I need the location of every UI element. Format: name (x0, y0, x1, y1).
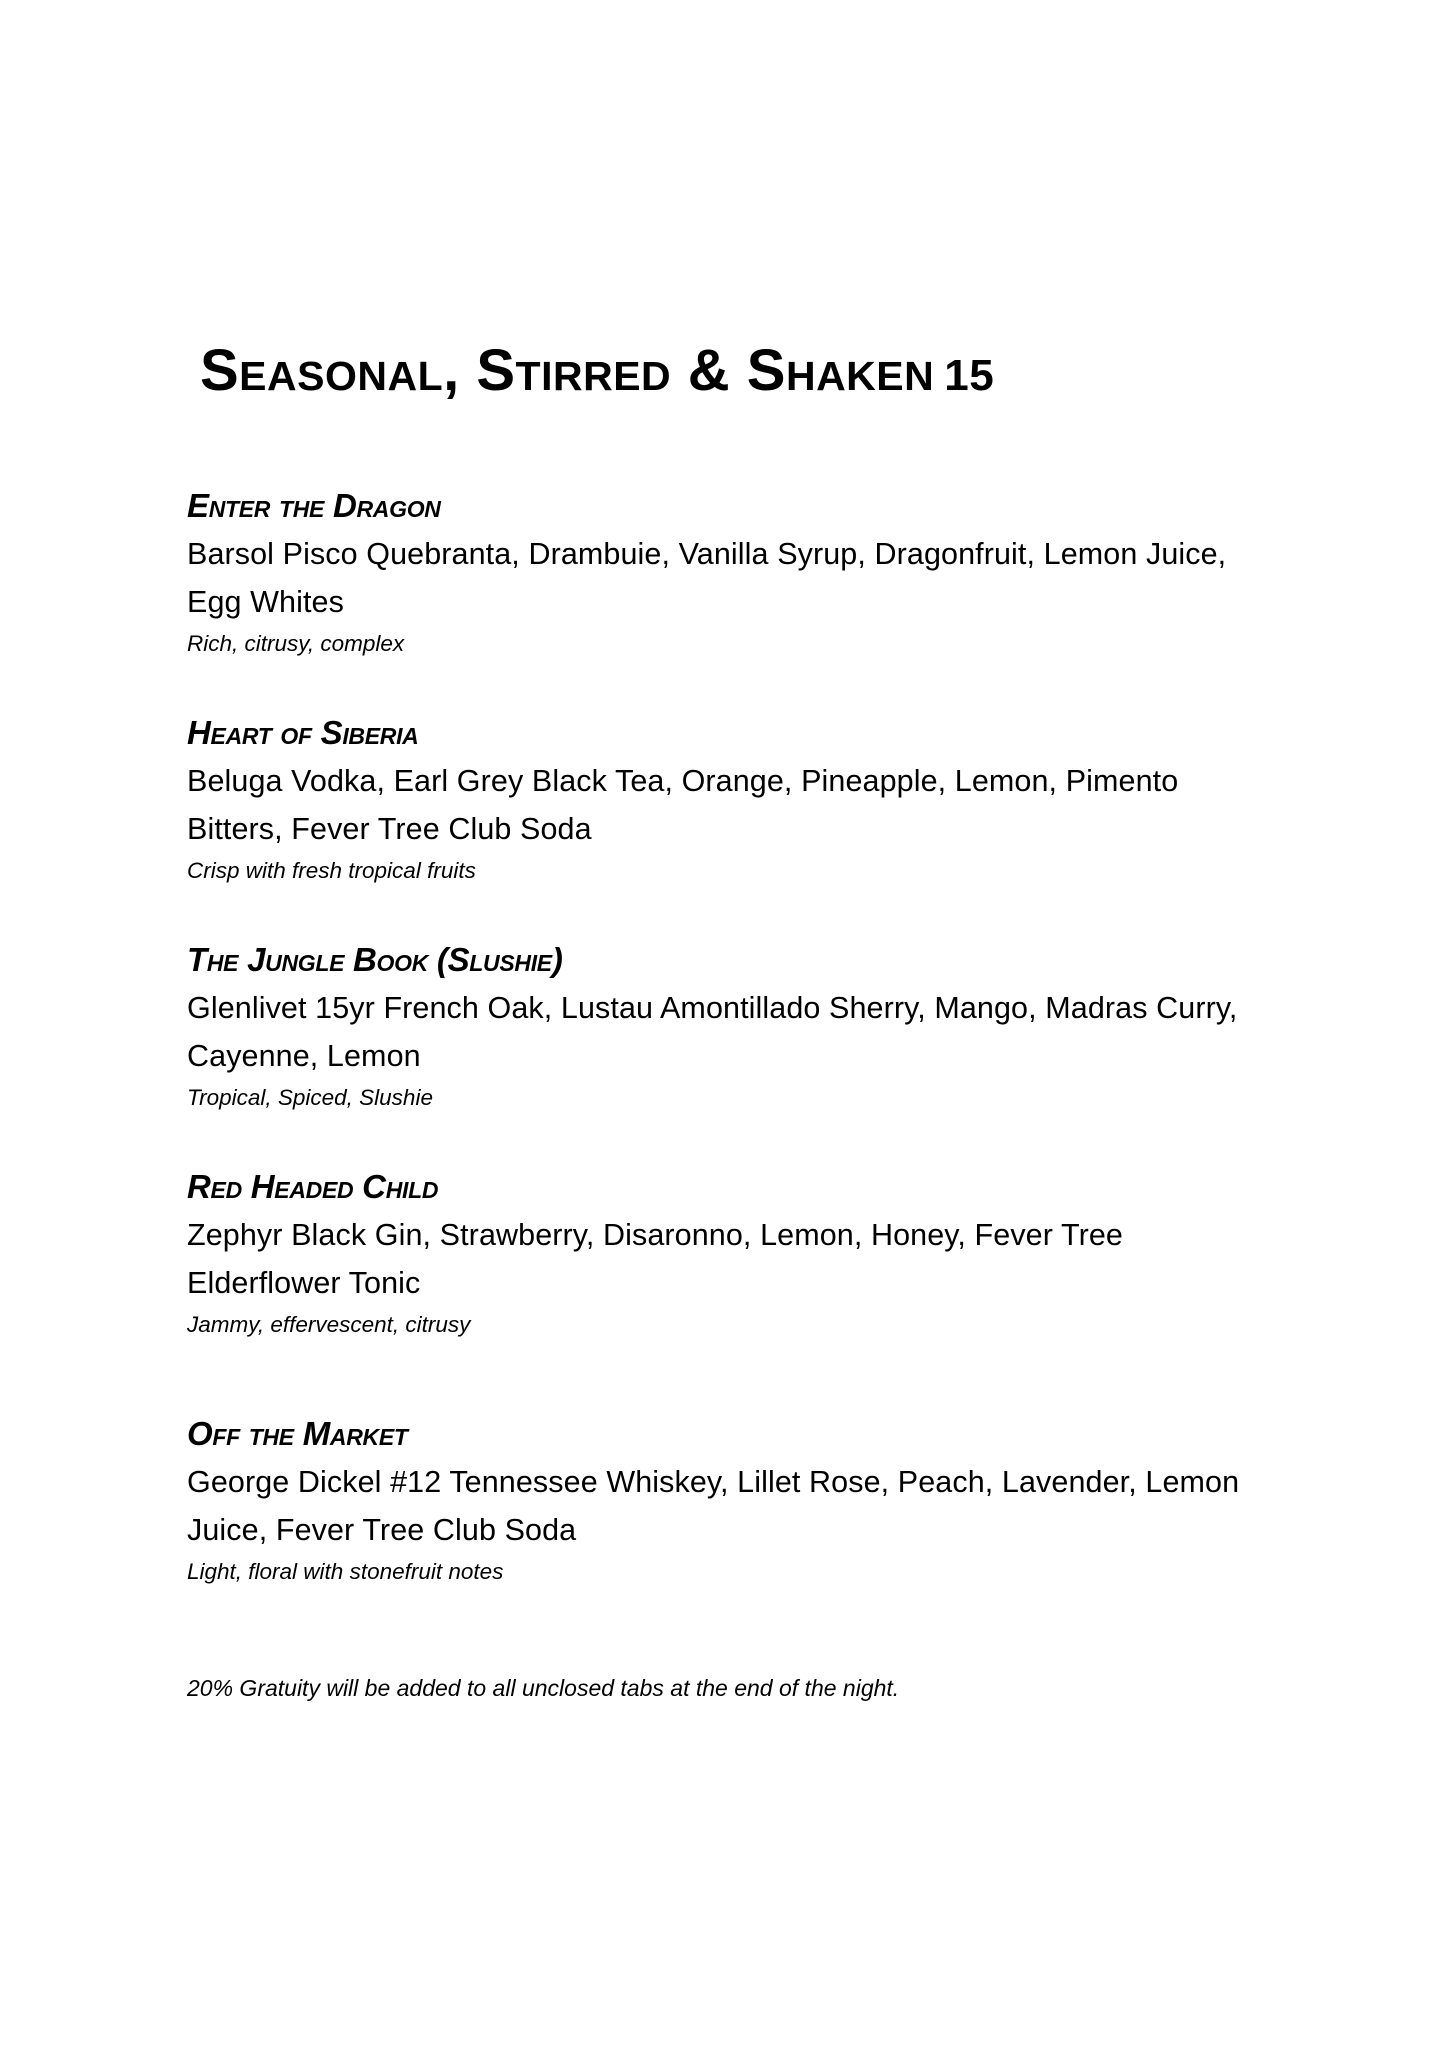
drink-name: Heart of Siberia (187, 714, 419, 751)
menu-title-text: Seasonal, Stirred & Shaken (200, 338, 935, 403)
drink-list (187, 484, 1287, 1588)
drink-name: Off the Market (187, 1415, 408, 1452)
drink-item-heart-of-siberia (187, 711, 1287, 887)
gratuity-note: 20% Gratuity will be added to all unclosed tabs at the end of the night. (187, 1675, 900, 1701)
drink-item-enter-the-dragon (187, 484, 1287, 660)
drink-tasting-notes: Crisp with fresh tropical fruits (187, 858, 476, 883)
drink-name: Enter the Dragon (187, 487, 441, 524)
menu-price: 15 (944, 351, 995, 400)
drink-tasting-notes: Light, floral with stonefruit notes (187, 1559, 504, 1584)
drink-item-off-the-market (187, 1412, 1287, 1588)
drink-ingredients: Beluga Vodka, Earl Grey Black Tea, Orange, Pineapple, Lemon, Pimento Bitters, Fever Tree Club Soda (187, 764, 1179, 846)
drink-item-red-headed-child (187, 1165, 1287, 1341)
drink-name: Red Headed Child (187, 1168, 439, 1205)
drink-ingredients: George Dickel #12 Tennessee Whiskey, Lillet Rose, Peach, Lavender, Lemon Juice, Fever Tree Club Soda (187, 1465, 1240, 1547)
drink-item-the-jungle-book (187, 938, 1287, 1114)
menu-title (200, 336, 994, 411)
drink-tasting-notes: Rich, citrusy, complex (187, 631, 405, 656)
drink-ingredients: Glenlivet 15yr French Oak, Lustau Amontillado Sherry, Mango, Madras Curry, Cayenne, Lemon (187, 991, 1238, 1073)
drink-tasting-notes: Jammy, effervescent, citrusy (187, 1312, 471, 1337)
drink-ingredients: Barsol Pisco Quebranta, Drambuie, Vanilla Syrup, Dragonfruit, Lemon Juice, Egg Whites (187, 537, 1227, 619)
drink-tasting-notes: Tropical, Spiced, Slushie (187, 1085, 433, 1110)
drink-ingredients: Zephyr Black Gin, Strawberry, Disaronno, Lemon, Honey, Fever Tree Elderflower Tonic (187, 1218, 1123, 1300)
drink-name: The Jungle Book (Slushie) (187, 941, 563, 978)
